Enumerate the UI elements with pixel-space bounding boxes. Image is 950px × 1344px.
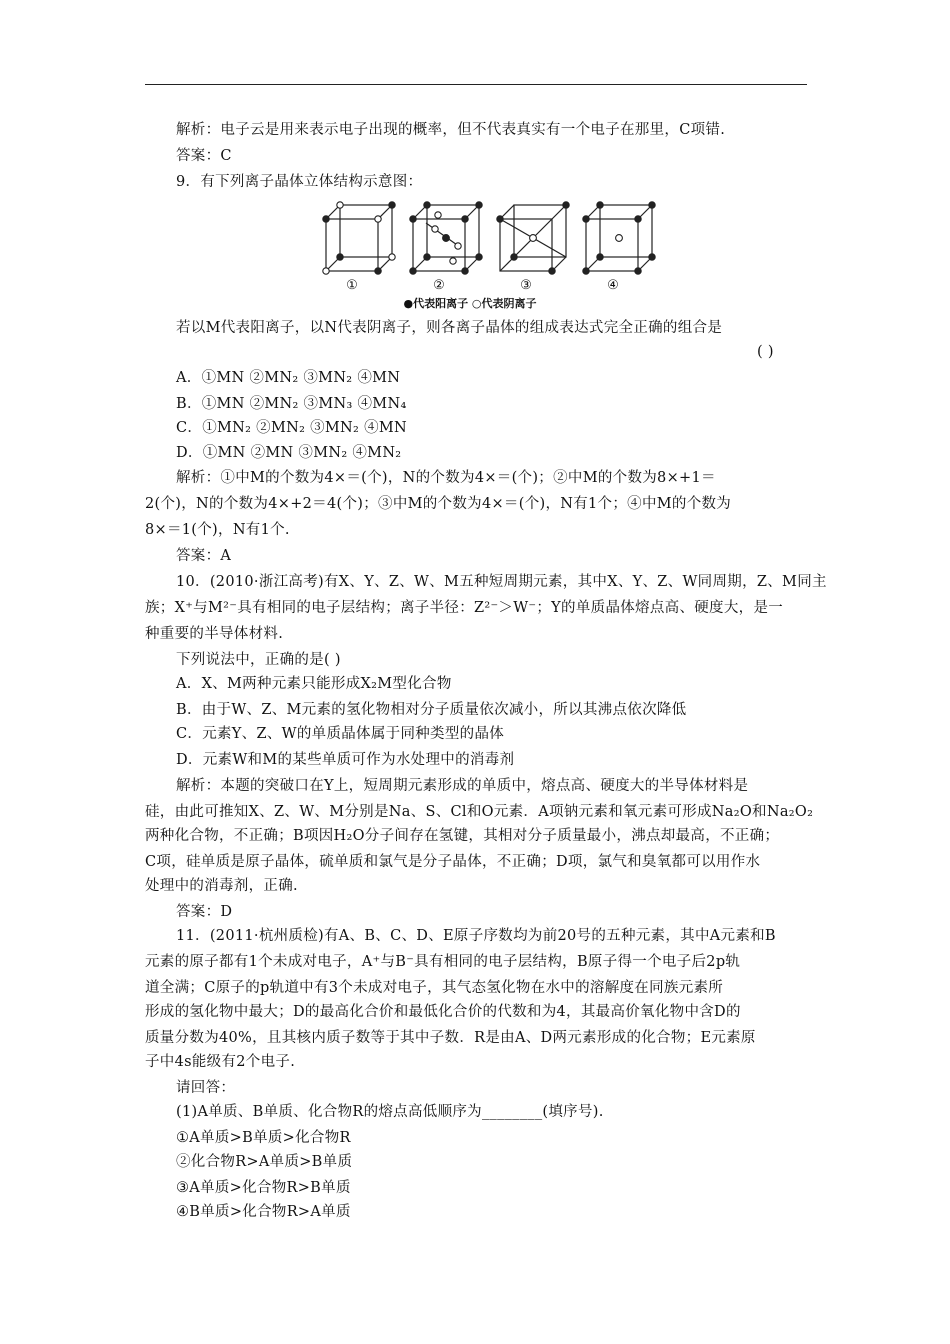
q10-analysis-line-5: 处理中的消毒剂，正确. [145,878,298,894]
figure-legend: ●代表阳离子 ○代表阴离子 [403,297,537,310]
q11-stem-line-4: 形成的氢化物中最大；D的最高化合价和最低化合价的代数和为4，其最高价氧化物中含D的 [145,1004,741,1020]
q9-question: 若以M代表阳离子，以N代表阴离子，则各离子晶体的组成表达式完全正确的组合是 [176,320,723,336]
q11-choice-1: ①A单质>B单质>化合物R [176,1130,351,1146]
q10-option-a: A．X、M两种元素只能形成X₂M型化合物 [176,676,452,692]
q9-option-b: B．①MN ②MN₂ ③MN₃ ④MN₄ [176,396,407,412]
q11-sub-question-1: (1)A单质、B单质、化合物R的熔点高低顺序为________(填序号). [176,1104,604,1120]
q10-answer: 答案：D [176,904,233,920]
q11-stem-line-3: 道全满；C原子的p轨道中有3个未成对电子，其气态氢化物在水中的溶解度在同族元素所 [145,980,724,996]
q9-stem: 9．有下列离子晶体立体结构示意图： [176,174,423,190]
q8-analysis: 解析：电子云是用来表示电子出现的概率，但不代表真实有一个电子在那里，C项错. [176,122,726,138]
q11-choice-4: ④B单质>化合物R>A单质 [176,1204,351,1220]
q9-option-a: A．①MN ②MN₂ ③MN₂ ④MN [176,370,401,386]
q9-answer: 答案：A [176,548,232,564]
q10-option-d: D．元素W和M的某些单质可作为水处理中的消毒剂 [176,752,515,768]
q9-analysis-line-3: 8×＝1(个)，N有1个. [145,522,290,538]
q9-option-c: C．①MN₂ ②MN₂ ③MN₂ ④MN [176,420,407,436]
cube-label-4: ④ [607,278,619,293]
cube-label-1: ① [346,278,358,293]
q11-stem-line-6: 子中4s能级有2个电子. [145,1054,296,1070]
q10-question: 下列说法中，正确的是( ) [176,652,341,668]
q11-choice-3: ③A单质>化合物R>B单质 [176,1180,351,1196]
q10-analysis-line-3: 两种化合物，不正确；B项因H₂O分子间存在氢键，其相对分子质量最小，沸点却最高，不正确； [145,828,780,844]
q10-analysis-line-1: 解析：本题的突破口在Y上，短周期元素形成的单质中，熔点高、硬度大的半导体材料是 [176,778,749,794]
q9-blank: ( ) [757,344,774,360]
q10-stem-line-1: 10．(2010·浙江高考)有X、Y、Z、W、M五种短周期元素，其中X、Y、Z、W同周期，Z、M同主 [176,574,827,590]
q11-choice-2: ②化合物R>A单质>B单质 [176,1154,353,1170]
q8-answer: 答案：C [176,148,232,164]
q9-analysis-line-2: 2(个)，N的个数为4×+2＝4(个)；③中M的个数为4×＝(个)，N有1个；④中M的个数为 [145,496,732,512]
q10-option-b: B．由于W、Z、M元素的氢化物相对分子质量依次减小，所以其沸点依次降低 [176,702,687,718]
q10-stem-line-3: 种重要的半导体材料. [145,626,284,642]
q10-stem-line-2: 族；X⁺与M²⁻具有相同的电子层结构；离子半径：Z²⁻＞W⁻；Y的单质晶体熔点高、硬度大，是一 [145,600,784,616]
q9-analysis-line-1: 解析：①中M的个数为4×＝(个)，N的个数为4×＝(个)；②中M的个数为8×+1＝ [176,470,716,486]
q11-stem-line-5: 质量分数为40%，且其核内质子数等于其中子数．R是由A、D两元素形成的化合物；E元素原 [145,1030,756,1046]
header-rule [145,84,807,85]
crystal-structure-figure [318,199,678,311]
q11-stem-line-2: 元素的原子都有1个未成对电子，A⁺与B⁻具有相同的电子层结构，B原子得一个电子后2p轨 [145,954,741,970]
cube-1 [326,205,392,271]
cube-label-3: ③ [520,278,532,293]
q11-prompt: 请回答： [176,1080,236,1096]
q10-analysis-line-4: C项，硅单质是原子晶体，硫单质和氯气是分子晶体，不正确；D项，氯气和臭氧都可以用作水 [145,854,761,870]
q10-option-c: C．元素Y、Z、W的单质晶体属于同种类型的晶体 [176,726,505,742]
q10-analysis-line-2: 硅，由此可推知X、Z、W、M分别是Na、S、Cl和O元素．A项钠元素和氧元素可形成Na₂O和Na₂O₂ [145,804,814,820]
cube-label-2: ② [433,278,445,293]
q9-option-d: D．①MN ②MN ③MN₂ ④MN₂ [176,445,402,461]
q11-stem-line-1: 11．(2011·杭州质检)有A、B、C、D、E原子序数均为前20号的五种元素，其中A元素和B [176,928,776,944]
